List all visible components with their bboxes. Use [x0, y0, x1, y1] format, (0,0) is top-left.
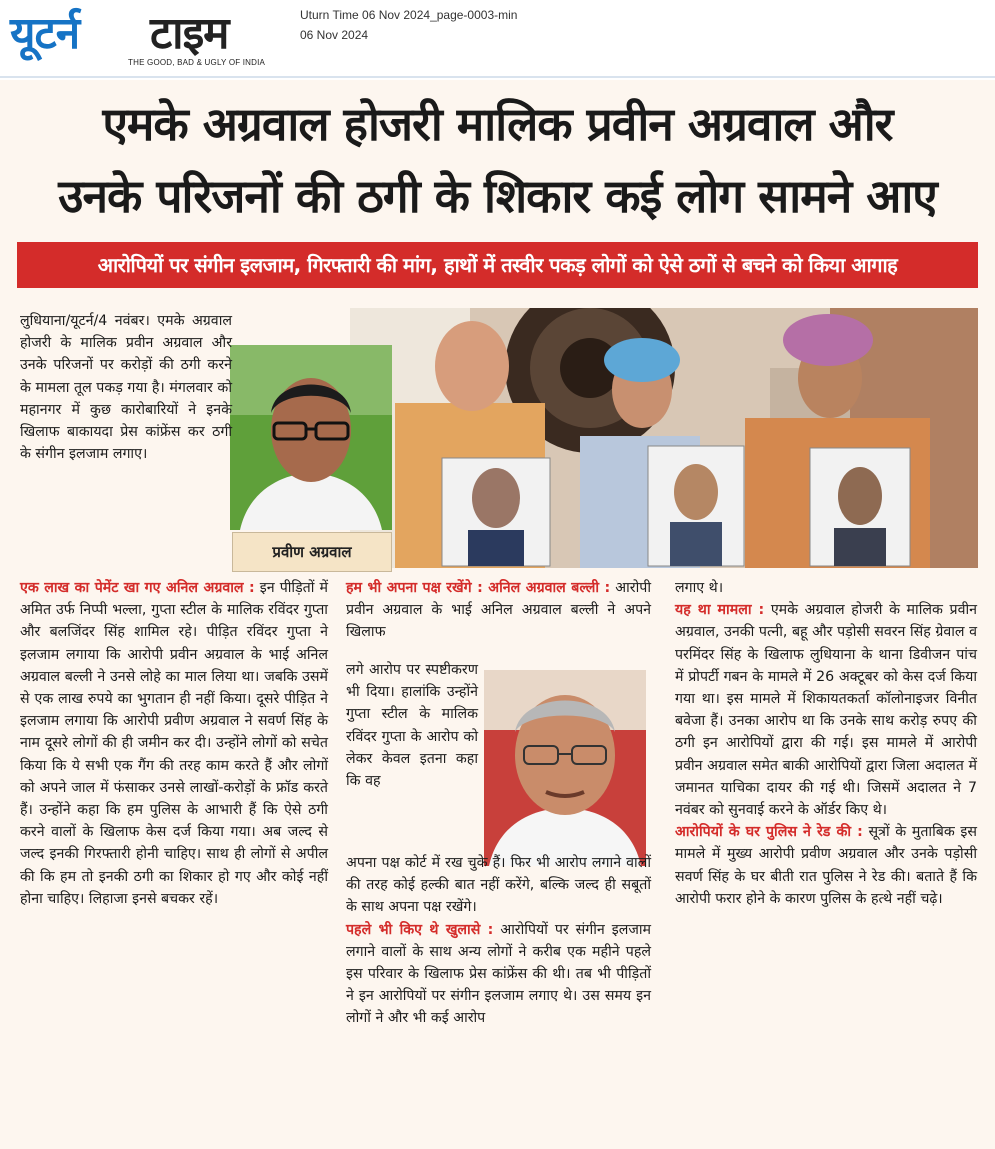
- logo-text-uturn: यूटर्न: [10, 8, 80, 59]
- section-heading-earlier: पहले भी किए थे खुलासे :: [346, 921, 494, 938]
- section-heading-case: यह था मामला :: [675, 602, 765, 619]
- section-body-earlier: आरोपियों पर संगीन इलजाम लगाने वालों के साथ अन्य लोगों ने करीब एक महीने पहले इस परिवार के खिलाफ प्रेस कांफ्रेंस की थी। तब भी पीड़ितों ने इन आरोपियों पर संगीन इलजाम लगाए थे। उस समय इन लोगों ने और भी कई आरोप: [346, 921, 652, 1027]
- headline-line-1: एमके अग्रवाल होजरी मालिक प्रवीन अग्रवाल और: [102, 97, 893, 151]
- subheadline-banner: आरोपियों पर संगीन इलजाम, गिरफ्तारी की मांग, हाथों में तस्वीर पकड़ लोगों को ऐसे ठगों से बचने को किया आगाह: [17, 242, 978, 288]
- section-body-payment: इन पीड़ितों में अमित उर्फ निप्पी भल्ला, गुप्ता स्टील के मालिक रविंदर गुप्ता और बलजिंदर सिंह शामिल रहे। पीड़ित रविंदर गुप्ता ने इलजाम लगाया कि आरोपी प्रवीन अग्रवाल के भाई अनिल अग्रवाल बल्ली ने उनसे लोहे का माल लिया था। जबकि उसमें से एक लाख रुपये का भुगतान ही नहीं किया। दूसरे पीड़ित ने इलजाम लगाया कि आरोपी प्रवीण अग्रवाल ने सवर्ण सिंह के नाम दूसरे लोगों की ही जमीन कर दी। उन्होंने लोगों को सचेत किया कि ये सभी एक गैंग की तरह काम करते हैं और लोगों को अपने जाल में फंसाकर उनसे लाखों-करोड़ों के फ्रॉड करते हैं। उन्होंने कहा कि हम पुलिस के आभारी हैं कि ऐसे ठगी करने वालों के खिलाफ केस दर्ज किया गया। अब जल्द से जल्द इनकी गिरफ्तारी होनी चाहिए। साथ ही लोगों से अपील की कि हम तो इनकी ठगी का शिकार हो गए और कोई नहीं होना चाहिए। लिहाजा इनसे बचकर रहें।: [20, 580, 328, 907]
- column-1: [20, 577, 328, 910]
- file-title: Uturn Time 06 Nov 2024_page-0003-min: [300, 8, 518, 22]
- column-2-top: [346, 577, 651, 644]
- column-3-continuation: लगाए थे।: [675, 580, 724, 596]
- praveen-agarwal-photo: [230, 345, 392, 530]
- section-heading-response: हम भी अपना पक्ष रखेंगे : अनिल अग्रवाल बल्ली :: [346, 580, 611, 596]
- section-body-raid: सूत्रों के मुताबिक इस मामले में मुख्य आरोपी प्रवीण अग्रवाल और उनके पड़ोसी सवर्ण सिंह के घर बीती रात पुलिस ने रेड की। बताते हैं कि आरोपी फरार होने के कारण पुलिस के हत्थे नहीं चढ़े।: [675, 824, 977, 907]
- edition-date: 06 Nov 2024: [300, 28, 369, 42]
- column-2-bottom: [346, 852, 651, 1030]
- uturn-time-logo[interactable]: [10, 4, 292, 70]
- anil-agarwal-photo: [484, 670, 646, 866]
- logo-tagline: THE GOOD, BAD & UGLY OF INDIA: [128, 58, 266, 67]
- intro-paragraph: लुधियाना/यूटर्न/4 नवंबर। एमके अग्रवाल होजरी के मालिक प्रवीन अग्रवाल और उनके परिजनों पर करोड़ों की ठगी करने के मामला तूल पकड़ गया है। मंगलवार को महानगर में कुछ कारोबारियों ने इनके खिलाफ बाकायदा प्रेस कांफ्रेंस कर ठगी के संगीन इलजाम लगाए।: [20, 313, 232, 463]
- section-body-case: एमके अग्रवाल होजरी के मालिक प्रवीन अग्रवाल, उनकी पत्नी, बहू और पड़ोसी सवरन सिंह ग्रेवाल व परमिंदर सिंह के खिलाफ लुधियाना के थाना डिवीजन पांच में प्रोपर्टी गबन के मामले में 26 अक्टूबर को केस दर्ज किया गया था। इस मामले में शिकायतकर्ता कॉलोनाइजर विनीत बवेजा हैं। उनका आरोप था कि उनके साथ करोड़ रुपए की ठगी इन आरोपियों द्वारा की गई। इस मामले में आरोपी प्रवीन अग्रवाल समेत बाकी आरोपियों द्वारा जिला अदालत में जमानत याचिका दायर की गई थी। जिसमें अदालत ने 7 नवंबर को सुनवाई करने के ऑर्डर किए थे।: [675, 602, 978, 819]
- logo-text-time: टाइम: [150, 8, 229, 59]
- press-conference-photo: [350, 308, 978, 568]
- headline-line-2: उनके परिजनों की ठगी के शिकार कई लोग सामने आए: [58, 169, 937, 223]
- column-3: [675, 577, 977, 910]
- section-heading-raid: आरोपियों के घर पुलिस ने रेड की :: [675, 824, 863, 841]
- newspaper-page: [0, 80, 995, 1149]
- masthead: [0, 0, 995, 78]
- section-body-response-c: अपना पक्ष कोर्ट में रख चुके हैं। फिर भी आरोप लगाने वालों की तरह कोई हल्की बात नहीं करेंगे, बल्कि जल्द ही सबूतों के साथ अपना पक्ष रखेंगे।: [346, 855, 651, 916]
- column-2-wrap: लगे आरोप पर स्पष्टीकरण भी दिया। हालांकि उन्होंने गुप्ता स्टील के मालिक रविंदर गुप्ता के आरोप को लेकर केवल इतना कहा कि वह: [346, 662, 478, 790]
- section-body-response-a: आरोपी प्रवीन अग्रवाल के भाई अनिल अग्रवाल बल्ली ने अपने खिलाफ: [346, 580, 651, 641]
- photo-caption: प्रवीण अग्रवाल: [232, 532, 392, 572]
- section-heading-payment: एक लाख का पेमेंट खा गए अनिल अग्रवाल :: [20, 580, 255, 596]
